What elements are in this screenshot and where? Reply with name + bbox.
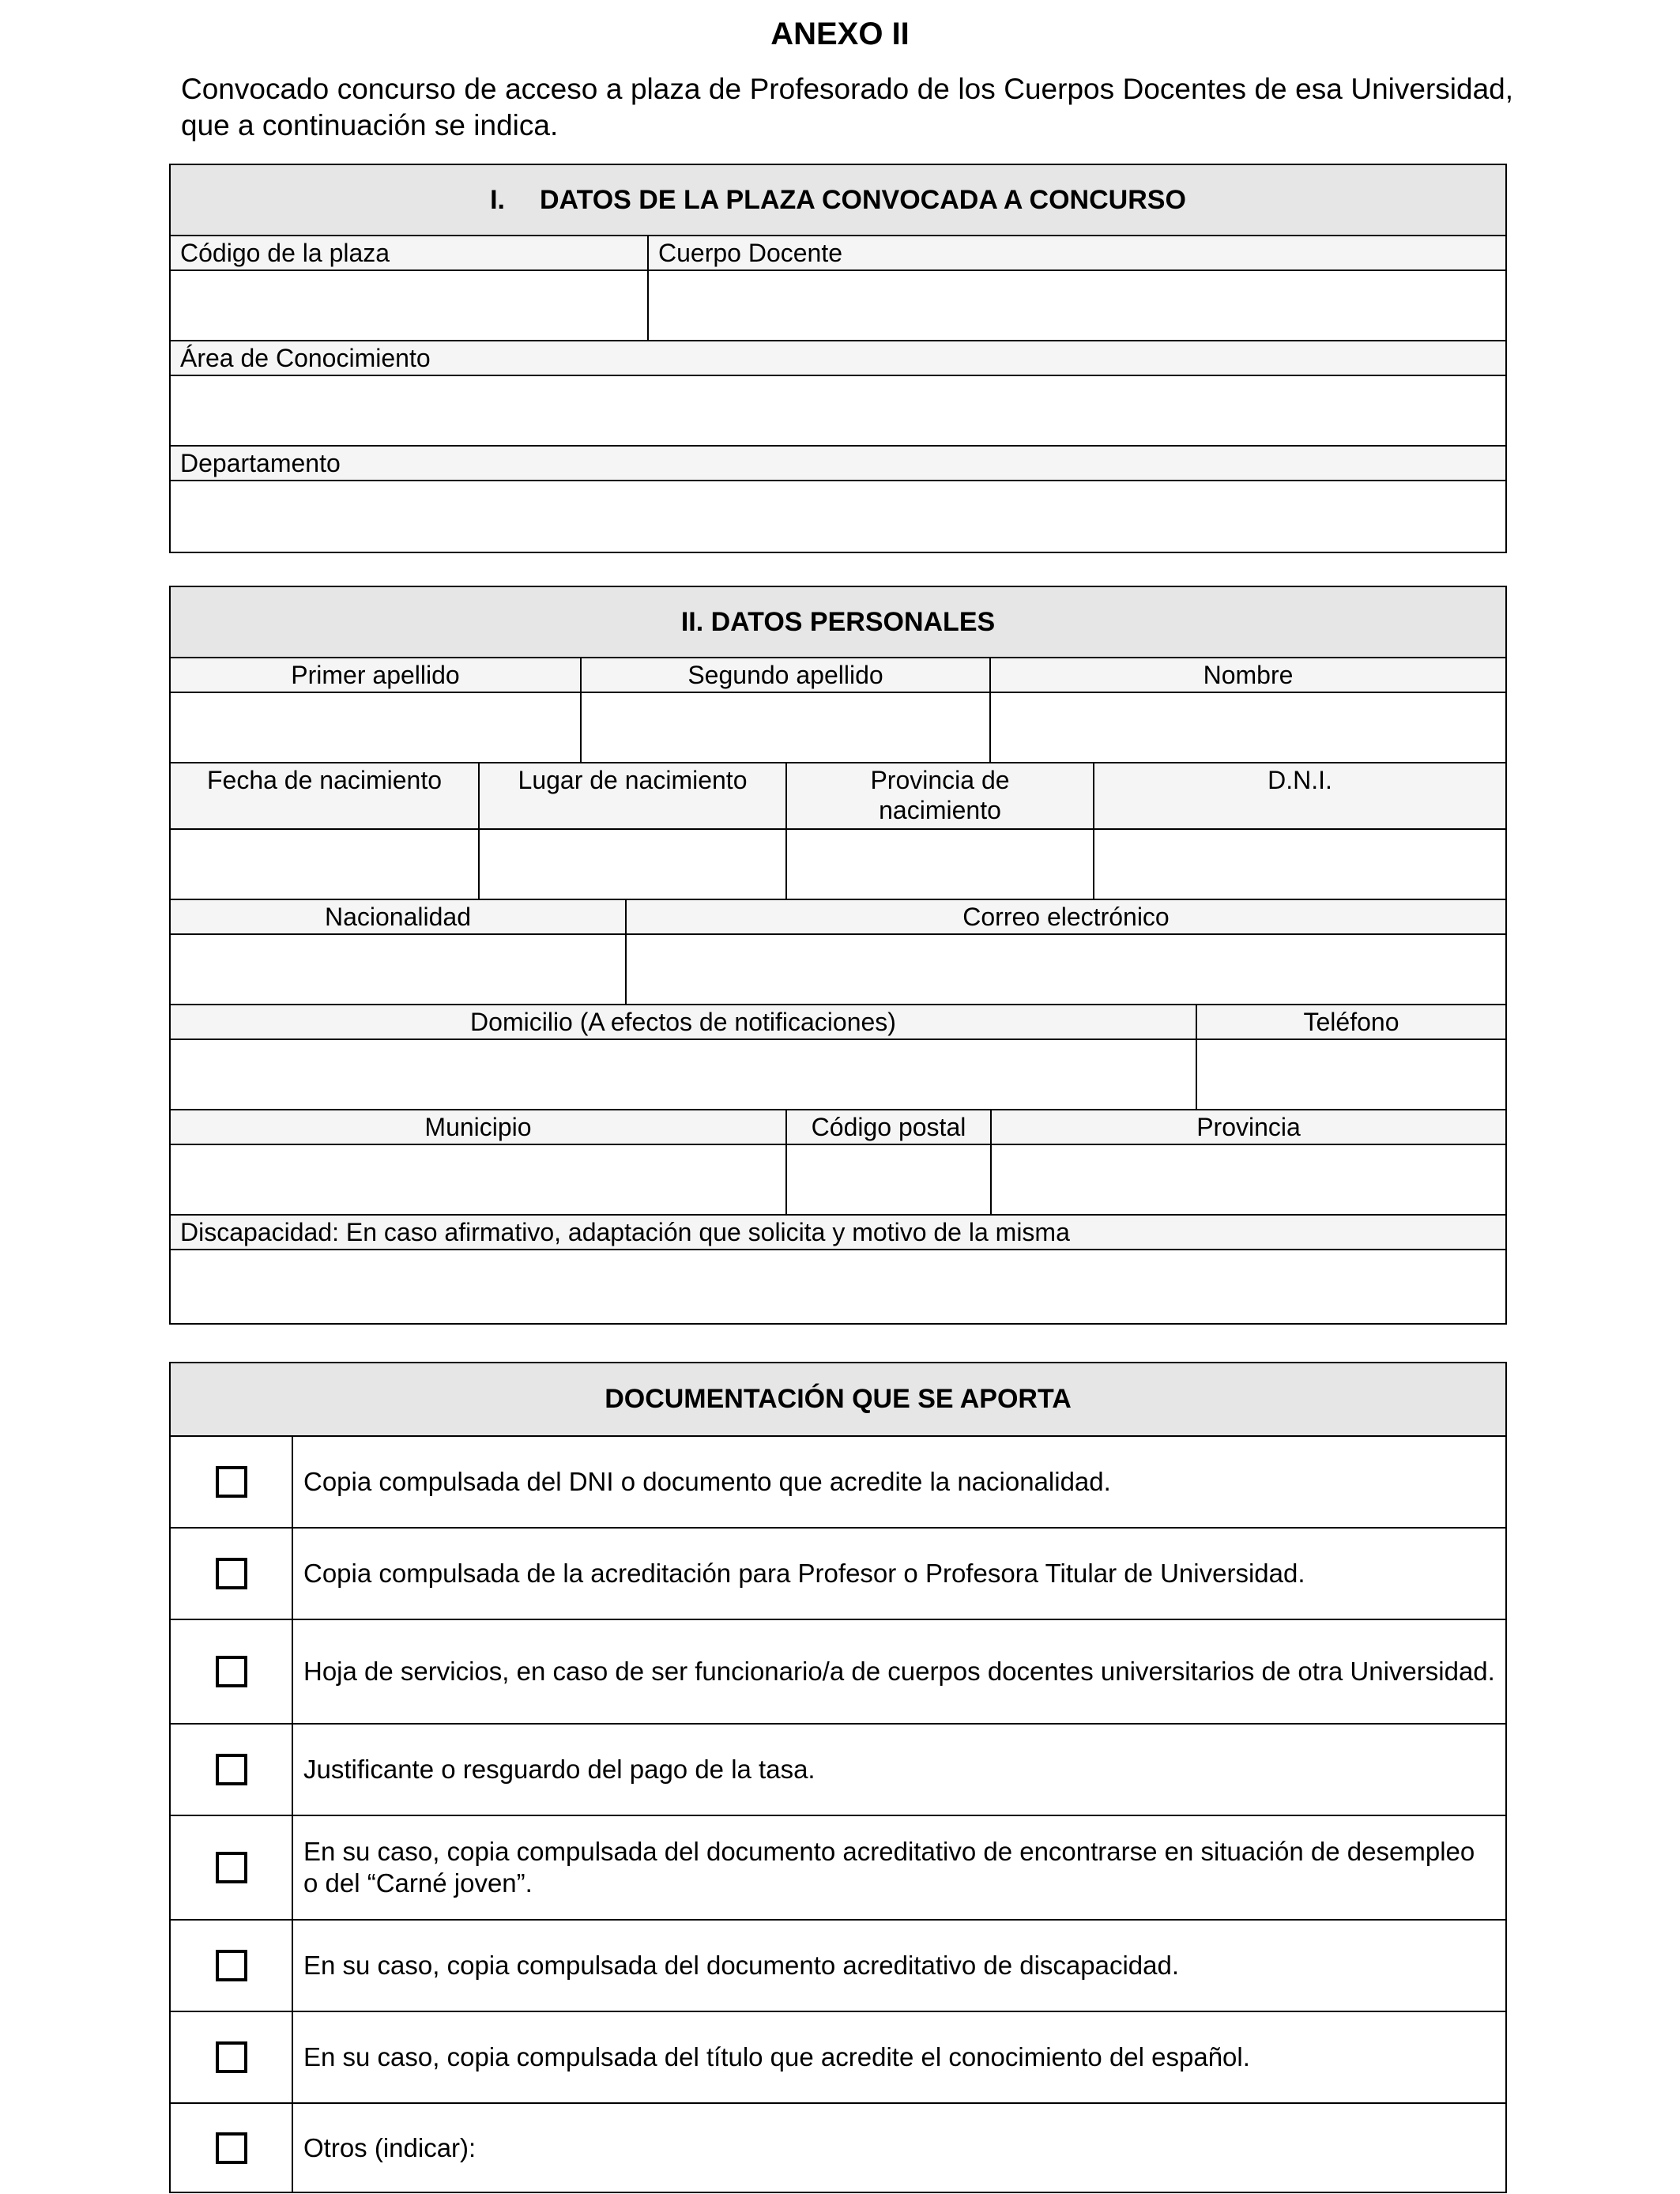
label-correo: Correo electrónico [625,900,1505,933]
label-dni: D.N.I. [1093,763,1505,828]
field-area-conocimiento[interactable] [171,376,1505,445]
label-codigo-postal: Código postal [785,1110,990,1144]
label-codigo-plaza: Código de la plaza [180,239,390,267]
field-municipio[interactable] [171,1145,785,1214]
doc-item-label: Copia compulsada de la acreditación para Profesor o Profesora Titular de Universidad. [292,1529,1505,1619]
checkbox[interactable] [216,2041,247,2073]
field-cuerpo-docente[interactable] [647,271,1505,340]
section-personales-heading [171,587,1505,657]
label-provincia-nacimiento: Provincia de nacimiento [785,763,1093,828]
label-area-conocimiento: Área de Conocimiento [180,344,431,372]
doc-item-label: Copia compulsada del DNI o documento que acredite la nacionalidad. [292,1437,1505,1527]
label-telefono: Teléfono [1196,1005,1505,1039]
doc-item [171,2011,1505,2102]
label-fecha-nacimiento: Fecha de nacimiento [206,766,443,794]
field-codigo-plaza[interactable] [171,271,647,340]
label-primer-apellido: Primer apellido [291,661,460,689]
doc-item-label: En su caso, copia compulsada del documento acreditativo de discapacidad. [292,1921,1505,2011]
label-domicilio: Domicilio (A efectos de notificaciones) [470,1008,896,1036]
field-nacionalidad[interactable] [171,935,625,1004]
field-provincia-nacimiento[interactable] [785,830,1093,899]
label-departamento: Departamento [180,449,341,477]
label-segundo-apellido: Segundo apellido [580,658,989,692]
field-lugar-nacimiento[interactable] [478,830,785,899]
doc-item-label: En su caso, copia compulsada del documento acreditativo de encontrarse en situación de desempleo o del “Carné joven”. [292,1816,1505,1919]
field-correo[interactable] [625,935,1505,1004]
checkbox[interactable] [216,1656,247,1687]
section-documentacion [169,1362,1507,2193]
doc-item [171,1723,1505,1815]
section-title: II. DATOS PERSONALES [680,606,996,637]
label-cuerpo-docente: Cuerpo Docente [647,236,1505,270]
doc-item [171,1619,1505,1723]
field-dni[interactable] [1093,830,1505,899]
checkbox[interactable] [216,1950,247,1981]
field-domicilio[interactable] [171,1040,1196,1109]
doc-item-label: En su caso, copia compulsada del título que acredite el conocimiento del español. [292,2012,1505,2102]
section-plaza-heading [171,165,1505,235]
section-title: DOCUMENTACIÓN QUE SE APORTA [605,1384,1072,1414]
section-plaza [169,164,1507,553]
field-fecha-nacimiento[interactable] [171,830,478,899]
doc-item-label: Otros (indicar): [292,2104,1505,2192]
field-segundo-apellido[interactable] [580,693,989,762]
checkbox[interactable] [216,1558,247,1589]
field-provincia[interactable] [990,1145,1505,1214]
doc-item [171,1435,1505,1527]
label-municipio: Municipio [424,1113,532,1141]
field-discapacidad[interactable] [171,1250,1505,1318]
section-documentacion-heading [171,1363,1505,1435]
label-nacionalidad: Nacionalidad [324,903,471,931]
label-discapacidad: Discapacidad: En caso afirmativo, adaptación que solicita y motivo de la misma [180,1218,1070,1246]
field-telefono[interactable] [1196,1040,1505,1109]
section-number: I. [490,184,505,215]
checkbox[interactable] [216,1754,247,1785]
checkbox[interactable] [216,1852,247,1883]
doc-item-label: Justificante o resguardo del pago de la tasa. [292,1725,1505,1815]
section-title: DATOS DE LA PLAZA CONVOCADA A CONCURSO [540,184,1186,215]
doc-item [171,2102,1505,2192]
doc-item [171,1919,1505,2011]
doc-item [171,1815,1505,1919]
field-primer-apellido[interactable] [171,693,580,762]
label-provincia: Provincia [990,1110,1505,1144]
page-title: ANEXO II [770,17,910,51]
field-departamento[interactable] [171,481,1505,548]
section-datos-personales [169,586,1507,1325]
checkbox[interactable] [216,1466,247,1498]
doc-item [171,1527,1505,1619]
label-lugar-nacimiento: Lugar de nacimiento [478,763,785,828]
label-nombre: Nombre [989,658,1505,692]
intro-paragraph: Convocado concurso de acceso a plaza de Profesorado de los Cuerpos Docentes de esa Universidad, que a continuación se indica. [181,73,1513,141]
field-codigo-postal[interactable] [785,1145,990,1214]
field-nombre[interactable] [989,693,1505,762]
doc-item-label: Hoja de servicios, en caso de ser funcionario/a de cuerpos docentes universitarios de otra Universidad. [292,1620,1505,1723]
checkbox[interactable] [216,2132,247,2164]
